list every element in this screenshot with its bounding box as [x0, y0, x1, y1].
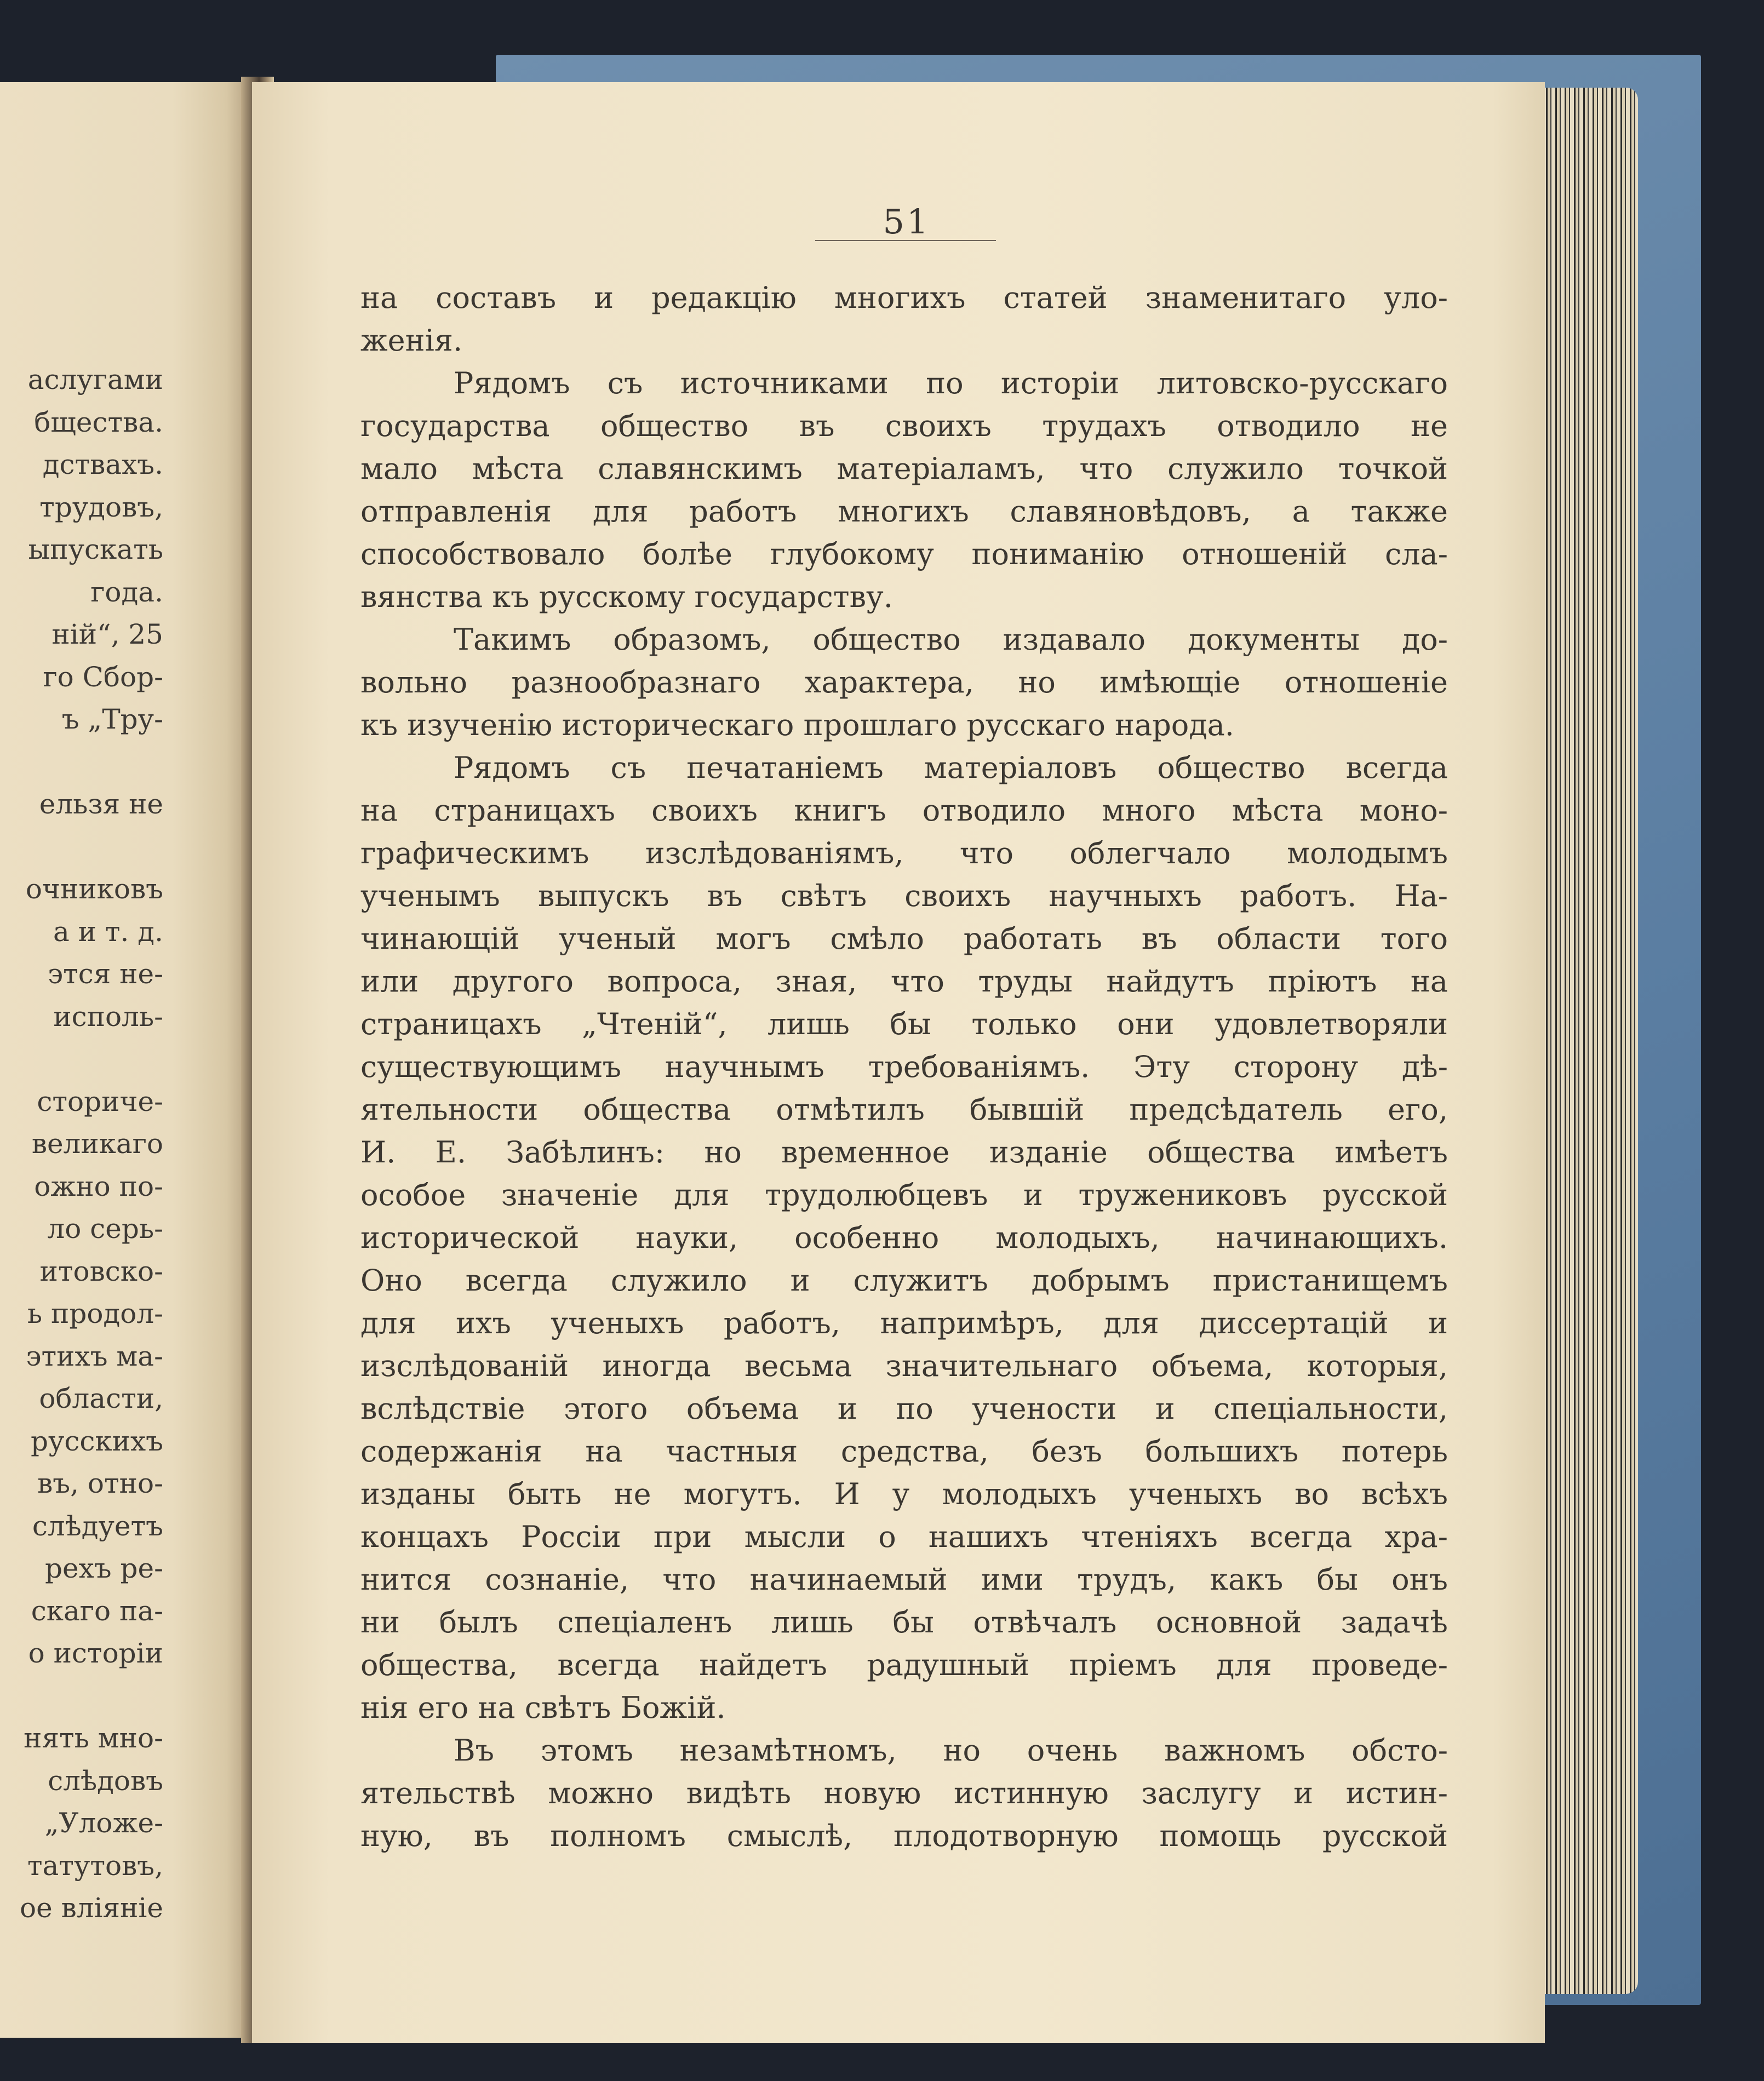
body-text-line: Рядомъ съ печатаніемъ матеріаловъ общество всегда	[454, 750, 1448, 785]
left-page-line: ыпускать	[28, 534, 163, 565]
left-page-blank-line	[0, 1038, 163, 1081]
left-page-line: ло серь-	[47, 1213, 163, 1245]
left-page-line: этихъ ма-	[26, 1340, 163, 1372]
body-text-line: исторической науки, особенно молодыхъ, начинающихъ.	[360, 1220, 1448, 1255]
body-text-line: отправленія для работъ многихъ славяновѣдовъ, а также	[360, 494, 1448, 529]
left-page-line: очниковъ	[25, 873, 163, 905]
body-text-line: или другого вопроса, зная, что труды найдутъ пріютъ на	[360, 964, 1448, 999]
left-page-text	[0, 359, 163, 1930]
left-page-line: въ, отно-	[37, 1467, 163, 1499]
left-page-line: сториче-	[37, 1085, 163, 1117]
left-page-line: скаго па-	[31, 1595, 163, 1627]
body-text-line: для ихъ ученыхъ работъ, напримѣръ, для диссертацій и	[360, 1306, 1448, 1340]
body-text-line: на страницахъ своихъ книгъ отводило много мѣста моно-	[360, 793, 1448, 828]
body-text-line: къ изученію историческаго прошлаго русскаго народа.	[360, 708, 1234, 742]
left-page-line: ельзя не	[39, 788, 163, 820]
left-page-line: слѣдовъ	[48, 1764, 163, 1797]
body-text-line: ятельствѣ можно видѣть новую истинную заслугу и истин-	[360, 1776, 1448, 1810]
left-page-line: дствахъ.	[42, 449, 163, 480]
left-page-line: бщества.	[34, 406, 163, 438]
right-page-text	[360, 277, 1448, 1858]
left-page-line: татутовъ,	[27, 1849, 163, 1882]
body-text-line: чинающій ученый могъ смѣло работать въ области того	[360, 921, 1448, 956]
left-page-line: о исторіи	[28, 1637, 163, 1669]
body-text-line: нится сознаніе, что начинаемый ими трудъ, какъ бы онъ	[360, 1562, 1448, 1597]
body-text-line: вольно разнообразнаго характера, но имѣющіе отношеніе	[360, 665, 1448, 700]
body-text-line: вслѣдствіе этого объема и по учености и спеціальности,	[360, 1391, 1448, 1426]
left-page-line: русскихъ	[30, 1425, 163, 1457]
left-page-line: области,	[39, 1383, 163, 1414]
body-text-line: изданы быть не могутъ. И у молодыхъ ученыхъ во всѣхъ	[360, 1477, 1448, 1511]
left-page-line: трудовъ,	[39, 491, 163, 523]
left-page-line: ъ „Тру-	[61, 703, 163, 735]
left-page-line: ній“, 25	[51, 618, 163, 650]
left-page-blank-line	[0, 741, 163, 784]
body-text-line: государства общество въ своихъ трудахъ отводило не	[360, 409, 1448, 443]
body-text-line: концахъ Россіи при мысли о нашихъ чтеніяхъ всегда хра-	[360, 1520, 1448, 1554]
body-text-line: страницахъ „Чтеній“, лишь бы только они удовлетворяли	[360, 1007, 1448, 1041]
body-text-line: Такимъ образомъ, общество издавало документы до-	[454, 622, 1448, 657]
body-text-line: изслѣдованій иногда весьма значительнаго объема, которыя,	[360, 1349, 1448, 1383]
left-page-line: аслугами	[27, 364, 163, 395]
left-page-blank-line	[0, 826, 163, 869]
left-page-blank-line	[0, 1675, 163, 1718]
body-text-line: общества, всегда найдетъ радушный пріемъ для проведе-	[360, 1648, 1448, 1682]
body-text-line: женія.	[360, 323, 463, 358]
body-text-line: мало мѣста славянскимъ матеріаламъ, что служило точкой	[360, 451, 1448, 486]
body-text-line: существующимъ научнымъ требованіямъ. Эту сторону дѣ-	[360, 1050, 1448, 1084]
left-page-line: великаго	[31, 1128, 163, 1160]
body-text-line: ученымъ выпускъ въ свѣтъ своихъ научныхъ работъ. На-	[360, 879, 1448, 913]
left-page-line: нять мно-	[24, 1722, 163, 1754]
body-text-line: ную, въ полномъ смыслѣ, плодотворную помощь русской	[360, 1819, 1448, 1853]
left-page-line: го Сбор-	[43, 661, 163, 693]
body-text-line: Рядомъ съ источниками по исторіи литовско-русскаго	[454, 366, 1448, 400]
body-text-line: ни былъ спеціаленъ лишь бы отвѣчалъ основной задачѣ	[360, 1605, 1448, 1639]
left-page-line: года.	[90, 576, 163, 608]
left-page-line: ое вліяніе	[20, 1892, 163, 1924]
left-page-line: „Уложе-	[44, 1807, 163, 1839]
left-page-line: слѣдуетъ	[32, 1510, 163, 1542]
left-page-line: исполь-	[53, 1000, 163, 1033]
body-text-line: ятельности общества отмѣтилъ бывшій предсѣдатель его,	[360, 1092, 1448, 1127]
left-page-line: а и т. д.	[53, 915, 163, 948]
body-text-line: нія его на свѣтъ Божій.	[360, 1690, 726, 1725]
body-text-line: содержанія на частныя средства, безъ большихъ потерь	[360, 1434, 1448, 1469]
left-page	[0, 82, 247, 2038]
body-text-line: способствовало болѣе глубокому пониманію отношеній сла-	[360, 537, 1448, 571]
left-page-line: ь продол-	[27, 1298, 163, 1329]
left-page-line: итовско-	[39, 1255, 163, 1287]
body-text-line: И. Е. Забѣлинъ: но временное изданіе общества имѣетъ	[360, 1135, 1448, 1170]
body-text-line: на составъ и редакцію многихъ статей знаменитаго уло-	[360, 280, 1448, 315]
left-page-line: рехъ ре-	[45, 1552, 163, 1584]
body-text-line: графическимъ изслѣдованіямъ, что облегчало молодымъ	[360, 836, 1448, 870]
body-text-line: Въ этомъ незамѣтномъ, но очень важномъ обсто-	[454, 1733, 1448, 1768]
body-text-line: особое значеніе для трудолюбцевъ и тружениковъ русской	[360, 1178, 1448, 1212]
page-number: 51	[883, 202, 931, 242]
left-page-line: ожно по-	[34, 1170, 163, 1202]
page-number-rule	[815, 240, 996, 241]
page-edges	[1542, 88, 1638, 1994]
body-text-line: вянства къ русскому государству.	[360, 580, 893, 614]
left-page-line: этся не-	[48, 958, 163, 990]
body-text-line: Оно всегда служило и служитъ добрымъ пристанищемъ	[360, 1263, 1448, 1298]
